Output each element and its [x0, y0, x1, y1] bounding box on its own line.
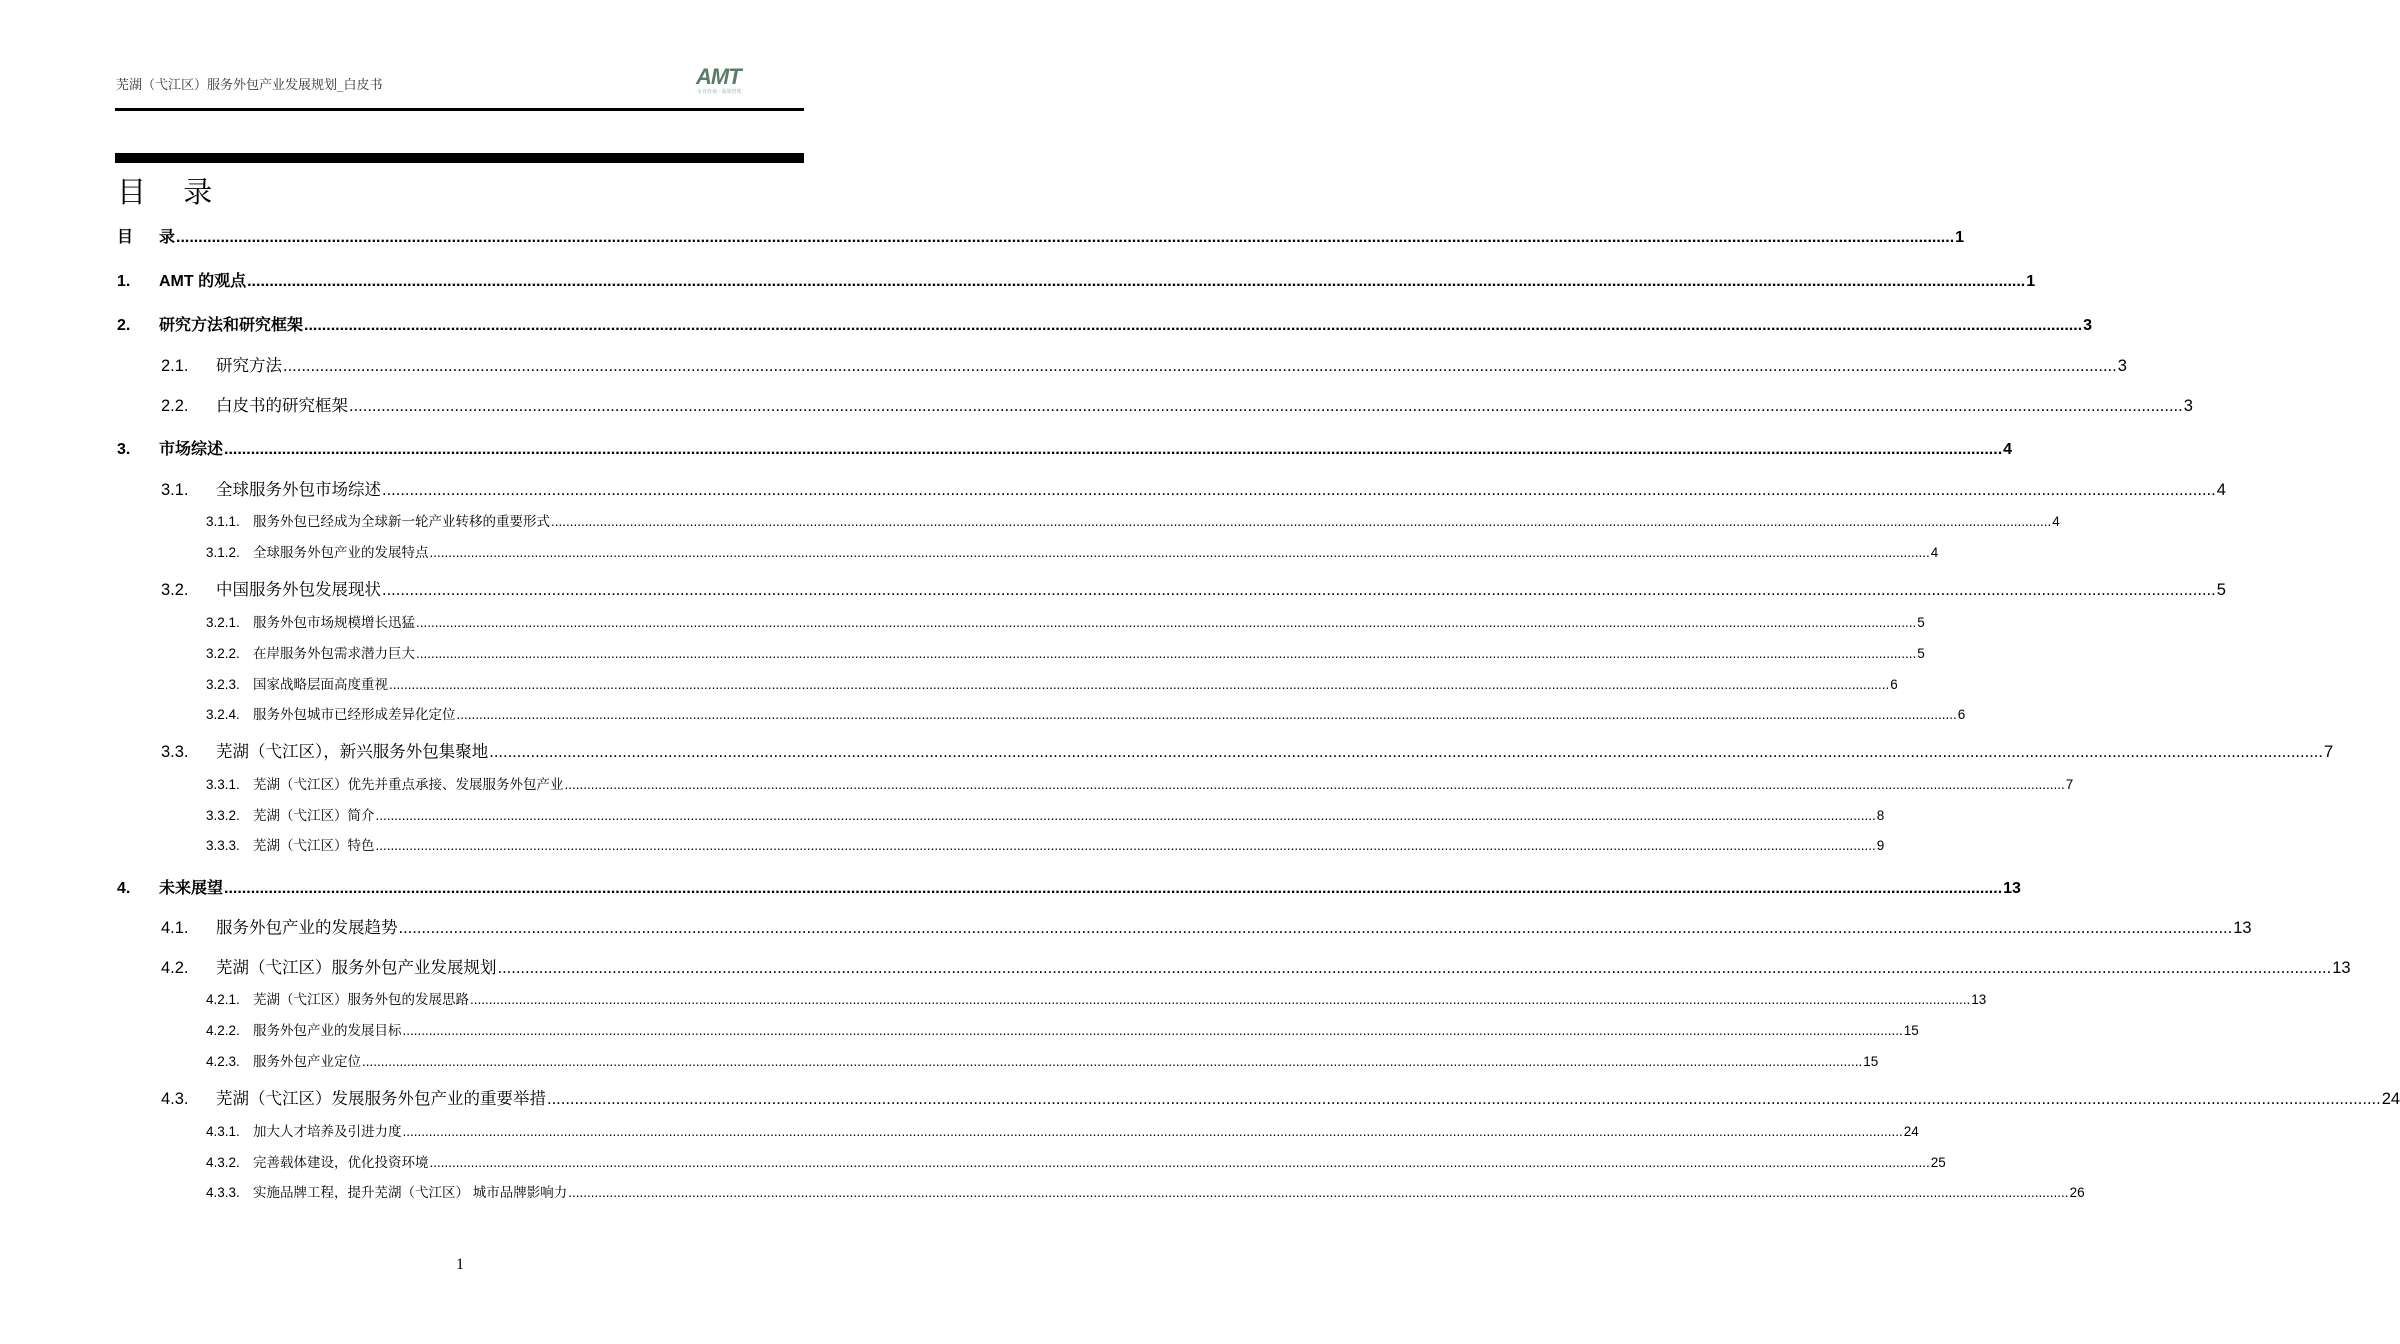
toc-entry[interactable] — [206, 541, 1939, 561]
toc-entry-title: 芜湖（弋江区），新兴服务外包集聚地 — [216, 743, 489, 761]
toc-entry-number: 3.3.1. — [206, 777, 240, 792]
toc-entry[interactable] — [161, 476, 2226, 500]
header-title: 芜湖（弋江区）服务外包产业发展规划_白皮书 — [116, 78, 383, 93]
toc-entry-page: 24 — [1903, 1124, 1919, 1139]
toc-entry-number: 4.2. — [161, 959, 189, 977]
toc-entry[interactable] — [161, 392, 2193, 416]
toc-entry-number: 2.1. — [161, 357, 189, 375]
toc-entry-page: 13 — [2233, 919, 2252, 937]
dot-leader: ................................................................................................................................................................................................................................................................................................................................................................................................................ — [456, 707, 1957, 722]
toc-entry-title: 全球服务外包市场综述 — [216, 481, 381, 499]
toc-entry-title: 服务外包产业的发展趋势 — [216, 919, 398, 937]
toc-entry[interactable] — [206, 1120, 1919, 1140]
dot-leader: ................................................................................................................................................................................................................................................................................................................................................................................................................ — [375, 808, 1876, 823]
toc-entry-page: 8 — [1876, 808, 1885, 823]
toc-entry-number: 4.3. — [161, 1090, 189, 1108]
toc-entry[interactable] — [117, 312, 2093, 335]
toc-entry-page: 7 — [2323, 743, 2334, 761]
toc-entry-page: 15 — [1863, 1054, 1879, 1069]
toc-entry-title: 服务外包市场规模增长迅猛 — [253, 615, 415, 630]
dot-leader: ................................................................................................................................................................................................................................................................................................................................................................................................................ — [382, 581, 2216, 599]
toc-entry[interactable] — [117, 268, 2036, 291]
toc-entry-page: 9 — [1876, 838, 1885, 853]
toc-entry-page: 3 — [2117, 357, 2127, 375]
toc-entry[interactable] — [117, 436, 2013, 459]
logo-text: AMT — [696, 64, 741, 89]
toc-entry-page: 6 — [1957, 707, 1966, 722]
toc-entry-title: 未来展望 — [159, 880, 224, 897]
logo-subtitle: 专业咨询 · 高效管理 — [697, 89, 742, 95]
dot-leader: ................................................................................................................................................................................................................................................................................................................................................................................................................ — [283, 357, 2117, 375]
toc-entry-number: 3. — [117, 441, 131, 458]
toc-entry[interactable] — [206, 804, 1885, 824]
toc-entry-title: 芜湖（弋江区）服务外包的发展思路 — [253, 992, 469, 1007]
toc-entry-page: 1 — [1955, 229, 1965, 246]
toc-entry-page: 4 — [1930, 545, 1939, 560]
toc-entry[interactable] — [206, 1181, 2085, 1201]
toc-entry[interactable] — [206, 1151, 1946, 1171]
toc-entry-title: 芜湖（弋江区）服务外包产业发展规划 — [216, 959, 497, 977]
toc-entry[interactable] — [206, 1050, 1879, 1070]
toc-entry[interactable] — [206, 773, 2074, 793]
toc-entry-page: 26 — [2069, 1185, 2085, 1200]
toc-entry-number: 3.2.3. — [206, 677, 240, 692]
toc-entry-title: 芜湖（弋江区）特色 — [253, 838, 375, 853]
toc-entry-page: 4 — [2003, 441, 2013, 458]
toc-entry-page: 4 — [2216, 481, 2226, 499]
toc-entry-title: 全球服务外包产业的发展特点 — [253, 545, 429, 560]
toc-entry-number: 3.1. — [161, 481, 189, 499]
dot-leader: ................................................................................................................................................................................................................................................................................................................................................................................................................ — [497, 959, 2332, 977]
toc-entry-title: 录 — [159, 229, 176, 246]
dot-leader: ................................................................................................................................................................................................................................................................................................................................................................................................................ — [429, 1155, 1930, 1170]
toc-entry-page: 6 — [1890, 677, 1898, 692]
toc-entry-page: 3 — [2083, 317, 2093, 334]
toc-entry-title: 在岸服务外包需求潜力巨大 — [253, 646, 415, 661]
toc-entry-title: AMT 的观点 — [159, 273, 247, 290]
dot-leader: ................................................................................................................................................................................................................................................................................................................................................................................................................ — [304, 317, 2083, 334]
dot-leader: ................................................................................................................................................................................................................................................................................................................................................................................................................ — [416, 615, 1917, 630]
toc-entry[interactable] — [161, 738, 2334, 762]
toc-entry[interactable] — [161, 1085, 2400, 1109]
dot-leader: ................................................................................................................................................................................................................................................................................................................................................................................................................ — [349, 397, 2183, 415]
toc-entry-number: 1. — [117, 273, 131, 290]
toc-entry-title: 国家战略层面高度重视 — [253, 677, 388, 692]
dot-leader: ................................................................................................................................................................................................................................................................................................................................................................................................................ — [382, 481, 2216, 499]
toc-entry-number: 4.3.3. — [206, 1185, 240, 1200]
toc-entry-title: 实施品牌工程，提升芜湖（弋江区） 城市品牌影响力 — [253, 1185, 568, 1200]
toc-entry[interactable] — [206, 611, 1925, 631]
toc-entry-page: 5 — [1917, 646, 1925, 661]
toc-entry-page: 7 — [2065, 777, 2074, 792]
toc-entry-number: 目 — [117, 229, 134, 246]
toc-entry-title: 研究方法 — [216, 357, 282, 375]
dot-leader: ................................................................................................................................................................................................................................................................................................................................................................................................................ — [375, 838, 1876, 853]
toc-entry-title: 中国服务外包发展现状 — [216, 581, 381, 599]
dot-leader: ................................................................................................................................................................................................................................................................................................................................................................................................................ — [564, 777, 2065, 792]
toc-entry[interactable] — [206, 510, 2060, 530]
dot-leader: ................................................................................................................................................................................................................................................................................................................................................................................................................ — [176, 229, 1955, 246]
toc-entry-title: 服务外包产业的发展目标 — [253, 1023, 402, 1038]
dot-leader: ................................................................................................................................................................................................................................................................................................................................................................................................................ — [389, 677, 1890, 692]
dot-leader: ................................................................................................................................................................................................................................................................................................................................................................................................................ — [362, 1054, 1863, 1069]
toc-entry-title: 市场综述 — [159, 441, 224, 458]
toc-entry[interactable] — [161, 352, 2127, 376]
toc-entry[interactable] — [206, 988, 1987, 1008]
dot-leader: ................................................................................................................................................................................................................................................................................................................................................................................................................ — [224, 880, 2003, 897]
dot-leader: ................................................................................................................................................................................................................................................................................................................................................................................................................ — [247, 273, 2026, 290]
toc-entry-title: 芜湖（弋江区）优先并重点承接、发展服务外包产业 — [253, 777, 564, 792]
toc-entry-title: 研究方法和研究框架 — [159, 317, 304, 334]
toc-entry-number: 4.3.2. — [206, 1155, 240, 1170]
dot-leader: ................................................................................................................................................................................................................................................................................................................................................................................................................ — [547, 1090, 2381, 1108]
toc-entry-page: 25 — [1930, 1155, 1946, 1170]
toc-entry[interactable] — [117, 224, 1965, 247]
toc-entry-number: 4.2.2. — [206, 1023, 240, 1038]
toc-entry-page: 1 — [2026, 273, 2036, 290]
toc-entry-number: 2. — [117, 317, 131, 334]
toc-entry-number: 3.2.1. — [206, 615, 240, 630]
toc-entry-page: 4 — [2052, 514, 2060, 529]
dot-leader: ................................................................................................................................................................................................................................................................................................................................................................................................................ — [416, 646, 1917, 661]
toc-entry-title: 服务外包已经成为全球新一轮产业转移的重要形式 — [253, 514, 550, 529]
toc-entry[interactable] — [206, 642, 1925, 662]
toc-entry-number: 3.3. — [161, 743, 189, 761]
dot-leader: ................................................................................................................................................................................................................................................................................................................................................................................................................ — [402, 1124, 1903, 1139]
toc-entry-page: 24 — [2381, 1090, 2400, 1108]
toc-entry-number: 4.2.1. — [206, 992, 240, 1007]
toc-entry-number: 3.1.1. — [206, 514, 240, 529]
toc-entry[interactable] — [161, 576, 2226, 600]
toc-entry-number: 3.3.3. — [206, 838, 240, 853]
toc-entry-page: 13 — [1971, 992, 1987, 1007]
dot-leader: ................................................................................................................................................................................................................................................................................................................................................................................................................ — [429, 545, 1930, 560]
toc-entry[interactable] — [161, 954, 2351, 978]
page-number: 1 — [456, 1256, 464, 1273]
toc-entry[interactable] — [206, 703, 1966, 723]
toc-entry-page: 15 — [1903, 1023, 1919, 1038]
toc-entry-page: 5 — [1917, 615, 1925, 630]
toc-entry-number: 2.2. — [161, 397, 189, 415]
toc-entry-page: 13 — [2332, 959, 2351, 977]
dot-leader: ................................................................................................................................................................................................................................................................................................................................................................................................................ — [224, 441, 2003, 458]
toc-entry-number: 4.2.3. — [206, 1054, 240, 1069]
dot-leader: ................................................................................................................................................................................................................................................................................................................................................................................................................ — [489, 743, 2323, 761]
toc-entry-number: 3.2.2. — [206, 646, 240, 661]
toc-entry-number: 3.3.2. — [206, 808, 240, 823]
toc-entry-title: 加大人才培养及引进力度 — [253, 1124, 402, 1139]
toc-entry[interactable] — [206, 1019, 1919, 1039]
toc-entry[interactable] — [206, 834, 1885, 854]
dot-leader: ................................................................................................................................................................................................................................................................................................................................................................................................................ — [470, 992, 1971, 1007]
toc-entry[interactable] — [206, 673, 1898, 693]
toc-entry-number: 3.2.4. — [206, 707, 240, 722]
dot-leader: ................................................................................................................................................................................................................................................................................................................................................................................................................ — [398, 919, 2233, 937]
toc-entry-title: 白皮书的研究框架 — [216, 397, 348, 415]
toc-entry-page: 13 — [2003, 880, 2021, 897]
toc-entry-number: 4. — [117, 880, 131, 897]
toc-entry-title: 服务外包产业定位 — [253, 1054, 361, 1069]
toc-entry-number: 3.1.2. — [206, 545, 240, 560]
toc-entry-title: 完善载体建设，优化投资环境 — [253, 1155, 429, 1170]
toc-entry[interactable] — [117, 875, 2021, 898]
toc-entry-number: 4.3.1. — [206, 1124, 240, 1139]
toc-heading: 目 录 — [117, 175, 227, 209]
dot-leader: ................................................................................................................................................................................................................................................................................................................................................................................................................ — [568, 1185, 2069, 1200]
toc-entry-page: 5 — [2216, 581, 2226, 599]
dot-leader: ................................................................................................................................................................................................................................................................................................................................................................................................................ — [551, 514, 2052, 529]
dot-leader: ................................................................................................................................................................................................................................................................................................................................................................................................................ — [402, 1023, 1903, 1038]
toc-entry-title: 芜湖（弋江区）简介 — [253, 808, 375, 823]
toc-entry-page: 3 — [2183, 397, 2193, 415]
toc-entry-title: 芜湖（弋江区）发展服务外包产业的重要举措 — [216, 1090, 546, 1108]
toc-entry-number: 3.2. — [161, 581, 189, 599]
toc-entry[interactable] — [161, 914, 2252, 938]
toc-entry-number: 4.1. — [161, 919, 189, 937]
toc-entry-title: 服务外包城市已经形成差异化定位 — [253, 707, 456, 722]
